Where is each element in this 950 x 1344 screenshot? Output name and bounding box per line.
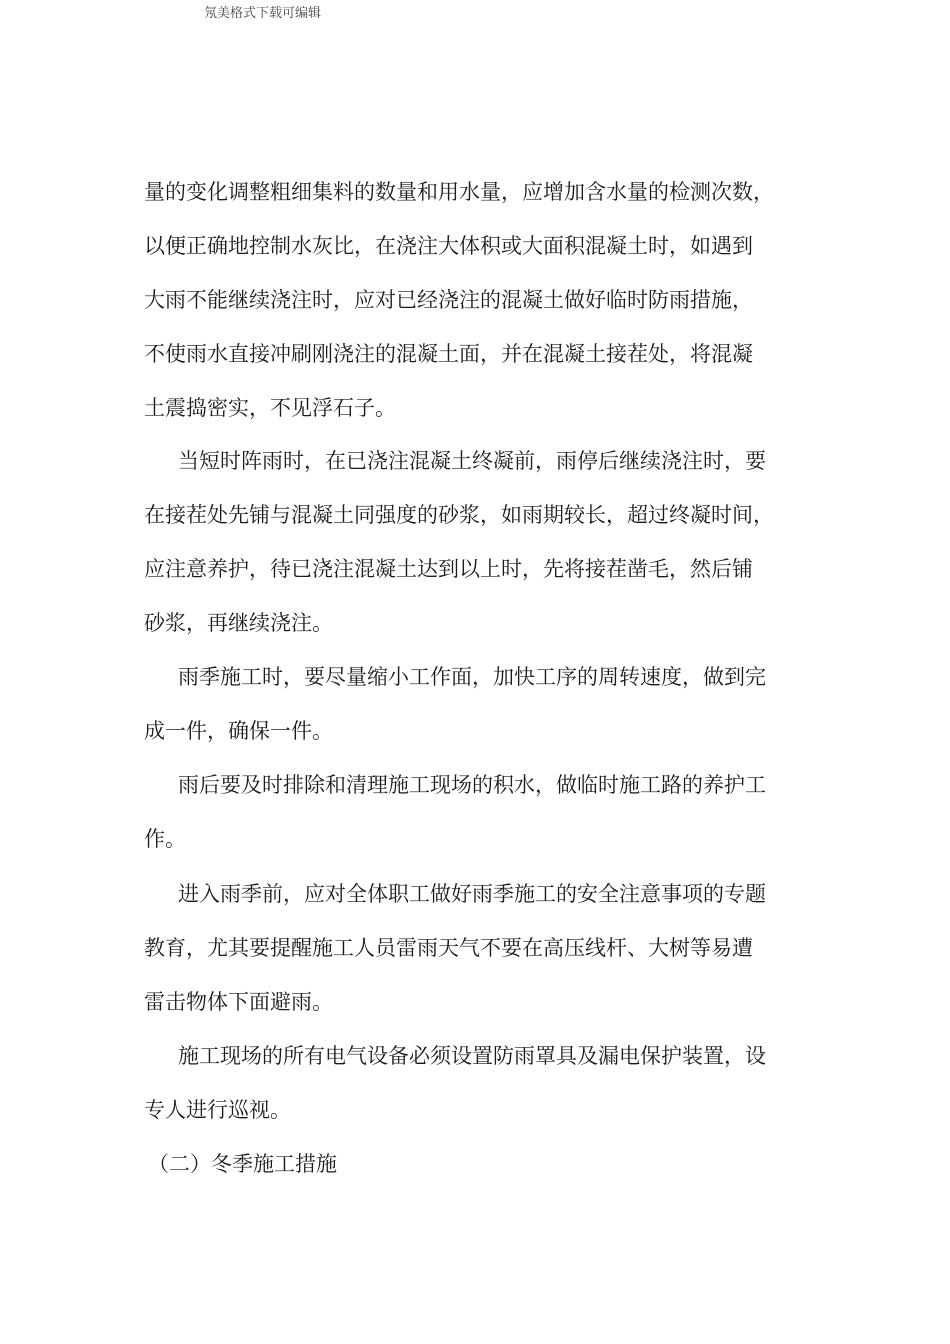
paragraph-line: 土震捣密实，不见浮石子。 [144, 396, 396, 420]
paragraph-line: 在接茬处先铺与混凝土同强度的砂浆，如雨期较长，超过终凝时间， [144, 503, 774, 527]
paragraph-line: 成一件，确保一件。 [144, 719, 333, 743]
paragraph-line: 施工现场的所有电气设备必须设置防雨罩具及漏电保护装置，设 [178, 1044, 766, 1068]
paragraph-line: 应注意养护，待已浇注混凝土达到以上时，先将接茬凿毛，然后铺 [144, 557, 753, 581]
paragraph-line: 专人进行巡视。 [144, 1098, 291, 1122]
paragraph-line: 雷击物体下面避雨。 [144, 990, 333, 1014]
paragraph-line: 砂浆，再继续浇注。 [144, 611, 333, 635]
paragraph-line: 量的变化调整粗细集料的数量和用水量，应增加含水量的检测次数， [144, 180, 774, 204]
paragraph-line: 不使雨水直接冲刷刚浇注的混凝土面，并在混凝土接茬处，将混凝 [144, 342, 753, 366]
paragraph-line: 以便正确地控制水灰比，在浇注大体积或大面积混凝土时，如遇到 [144, 234, 753, 258]
paragraph-line: 教育，尤其要提醒施工人员雷雨天气不要在高压线杆、大树等易遭 [144, 936, 753, 960]
paragraph-line: 雨季施工时，要尽量缩小工作面，加快工序的周转速度，做到完 [178, 665, 766, 689]
paragraph-line: 大雨不能继续浇注时，应对已经浇注的混凝土做好临时防雨措施， [144, 288, 753, 312]
paragraph-line: 进入雨季前，应对全体职工做好雨季施工的安全注意事项的专题 [178, 882, 766, 906]
paragraph-line: 作。 [144, 827, 186, 851]
paragraph-line: 雨后要及时排除和清理施工现场的积水，做临时施工路的养护工 [178, 773, 766, 797]
section-heading: （二）冬季施工措施 [148, 1152, 337, 1176]
paragraph-line: 当短时阵雨时，在已浇注混凝土终凝前，雨停后继续浇注时，要 [178, 449, 766, 473]
header-watermark: 氖美格式下载可编辑 [204, 6, 322, 21]
